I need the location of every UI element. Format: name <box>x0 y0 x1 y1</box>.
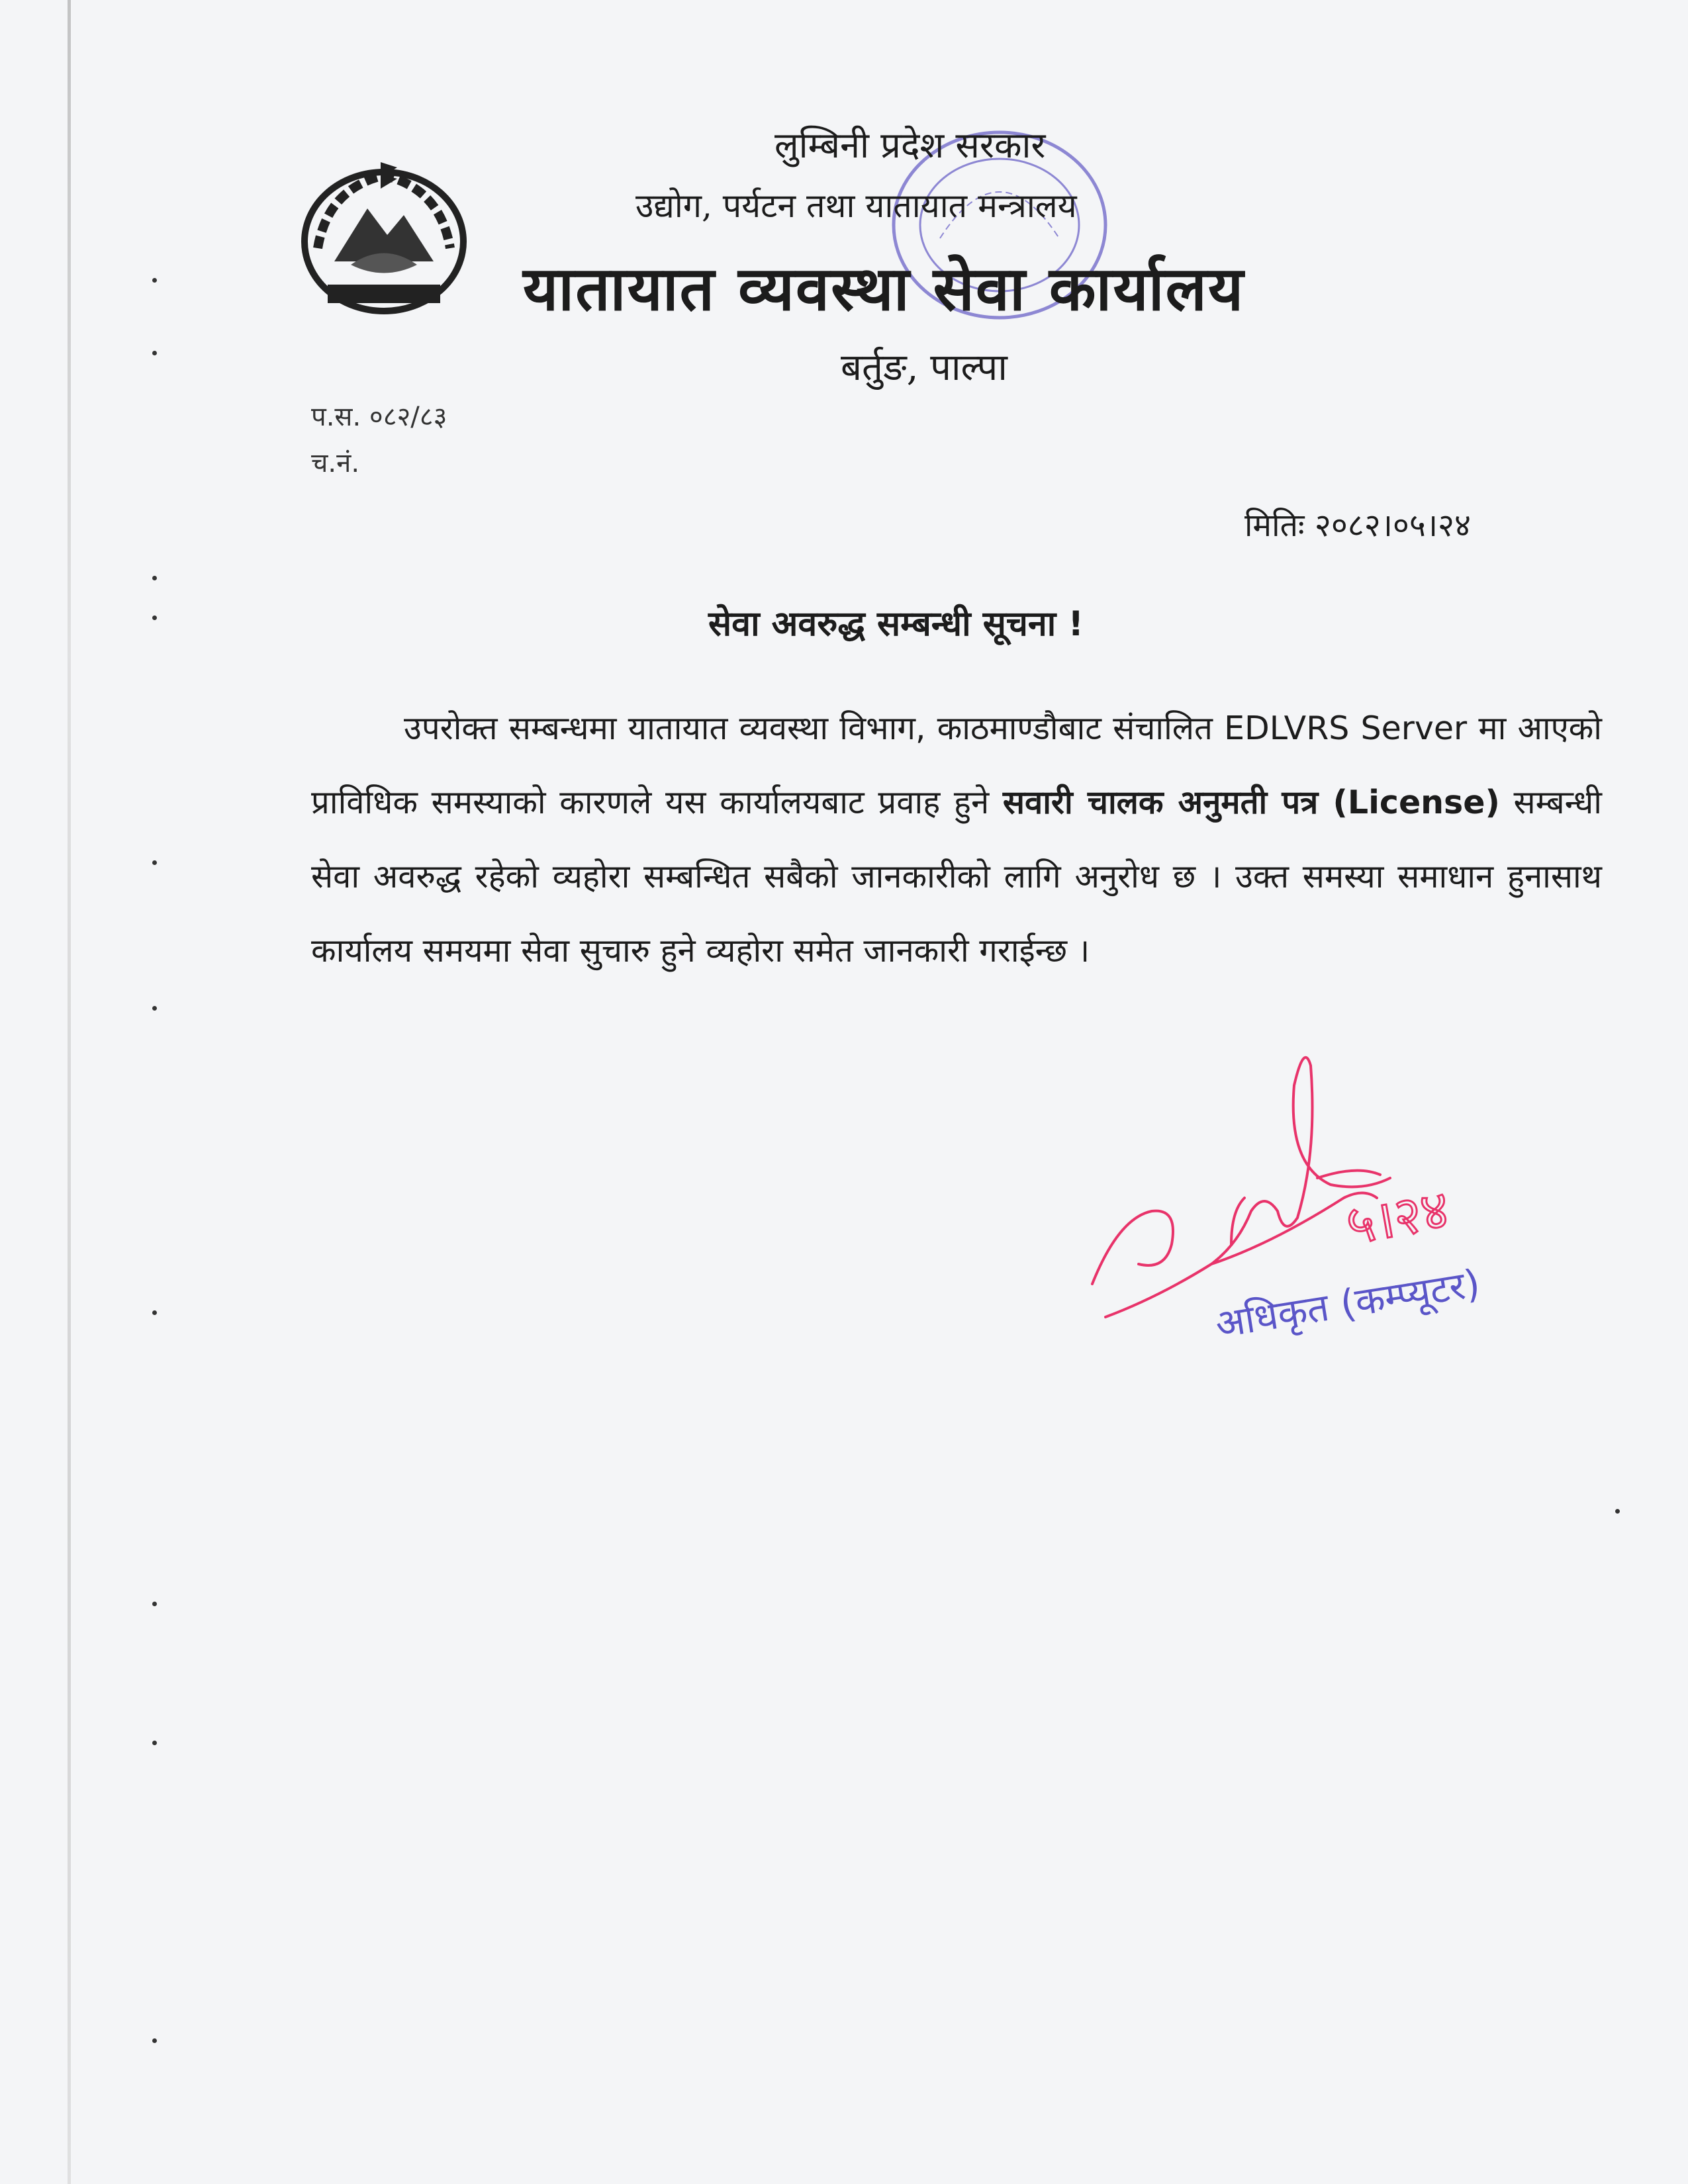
scan-dot <box>152 1602 157 1606</box>
scan-edge-shadow <box>68 0 71 2184</box>
scan-dot <box>152 1310 157 1315</box>
notice-body <box>311 692 1602 988</box>
government-name: लुम्बिनी प्रदेश सरकार <box>774 124 1046 166</box>
scan-dot <box>152 2038 157 2043</box>
fiscal-year-ref: प.स. ०८२/८३ <box>311 402 447 432</box>
letter-date: मितिः २०८२।०५।२४ <box>1244 507 1471 544</box>
scan-dot <box>152 576 157 580</box>
notice-subject: सेवा अवरुद्ध सम्बन्धी सूचना ! <box>708 604 1084 644</box>
ministry-name: उद्योग, पर्यटन तथा यातायात मन्त्रालय <box>635 187 1077 225</box>
signatory-title: अधिकृत (कम्प्यूटर) <box>1212 1260 1483 1347</box>
scan-dot <box>152 860 157 865</box>
scan-dot <box>152 1741 157 1745</box>
scan-dot <box>152 1006 157 1011</box>
scan-dot <box>152 615 157 620</box>
handwritten-signature <box>1079 1046 1542 1390</box>
body-text-part2: सम्बन्धी सेवा अवरुद्ध रहेको व्यहोरा सम्बन्धित सबैको जानकारीको लागि अनुरोध छ । उक्त समस्या समाधान हुनासाथ कार्यालय समयमा सेवा सुचारु हुने व्यहोरा समेत जानकारी गराईन्छ । <box>311 784 1602 970</box>
scan-dot <box>1615 1509 1620 1514</box>
office-location: बर्तुङ, पाल्पा <box>841 346 1008 389</box>
scan-dot <box>152 278 157 283</box>
svg-text:५।२४: ५।२४ <box>1342 1178 1454 1257</box>
dispatch-number: च.नं. <box>311 448 360 478</box>
body-text-part1: उपरोक्त सम्बन्धमा यातायात व्यवस्था विभाग, काठमाण्डौबाट संचालित EDLVRS Server मा आएको प्राविधिक समस्याको कारणले यस कार्यालयबाट प्रवाह हुने <box>311 709 1602 821</box>
body-text-bold: सवारी चालक अनुमती पत्र (License) <box>1002 784 1500 821</box>
office-name: यातायात व्यवस्था सेवा कार्यालय <box>523 253 1245 324</box>
scan-dot <box>152 351 157 355</box>
nepal-emblem-logo <box>288 149 480 328</box>
